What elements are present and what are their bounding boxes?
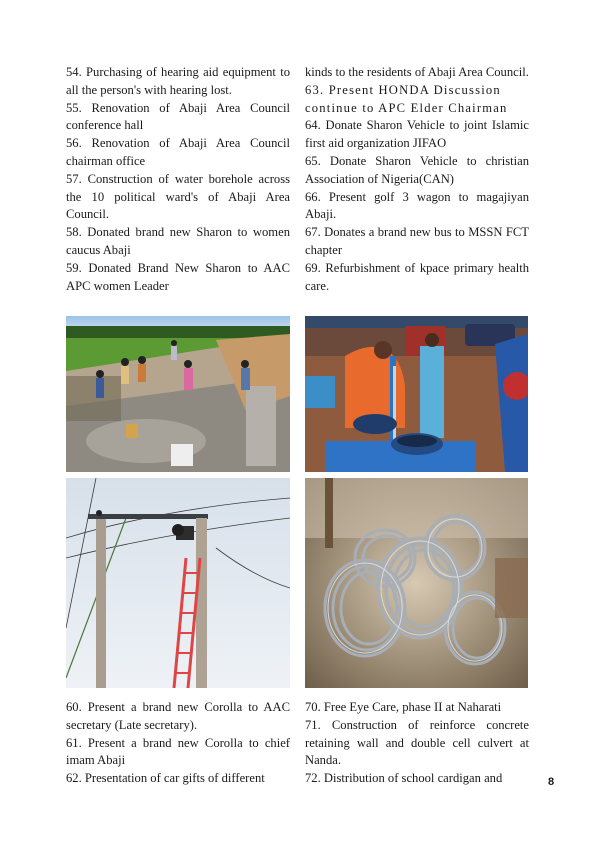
list-item: 69. Refurbishment of kpace primary health care. xyxy=(305,260,529,293)
list-item: 64. Donate Sharon Vehicle to joint Islamic first aid organization JIFAO xyxy=(305,118,529,151)
wire-coils-photo xyxy=(305,478,528,688)
list-item: 61. Present a brand new Corolla to chief imam Abaji xyxy=(66,735,290,768)
list-item: 62. Presentation of car gifts of different xyxy=(66,771,265,786)
list-item: 58. Donated brand new Sharon to women caucus Abaji xyxy=(66,225,290,257)
list-item: 70. Free Eye Care, phase II at Naharati xyxy=(305,700,502,714)
list-item: 59. Donated Brand New Sharon to AAC APC women Leader xyxy=(66,260,290,293)
list-item: 60. Present a brand new Corolla to AAC secretary (Late secretary). xyxy=(66,700,290,732)
list-item: 65. Donate Sharon Vehicle to christian Association of Nigeria(CAN) xyxy=(305,153,529,186)
left-column-top xyxy=(66,64,290,295)
construction-site-photo xyxy=(66,316,290,472)
left-column-bottom xyxy=(66,699,290,788)
right-column-bottom xyxy=(305,699,529,788)
list-item: 66. Present golf 3 wagon to magajiyan Abaji. xyxy=(305,189,529,222)
list-item: 57. Construction of water borehole across the 10 political ward's of Abaji Area Council. xyxy=(66,171,290,222)
electric-pole-photo xyxy=(66,478,290,688)
list-item: 67. Donates a brand new bus to MSSN FCT chapter xyxy=(305,225,529,257)
list-item: 56. Renovation of Abaji Area Council chairman office xyxy=(66,136,290,168)
page-number: 8 xyxy=(548,776,555,788)
list-item: 54. Purchasing of hearing aid equipment to all the person's with hearing lost. xyxy=(66,65,290,97)
right-column-top xyxy=(305,64,529,295)
list-item: 71. Construction of reinforce concrete retaining wall and double cell culvert at Nanda. xyxy=(305,717,529,768)
list-item: 72. Distribution of school cardigan and xyxy=(305,771,503,786)
list-item: 55. Renovation of Abaji Area Council conference hall xyxy=(66,100,290,133)
water-borehole-photo xyxy=(305,316,528,472)
list-item: 63. Present HONDA Discussion continue to APC Elder Chairman xyxy=(305,82,508,115)
list-item: kinds to the residents of Abaji Area Council. xyxy=(305,65,529,79)
